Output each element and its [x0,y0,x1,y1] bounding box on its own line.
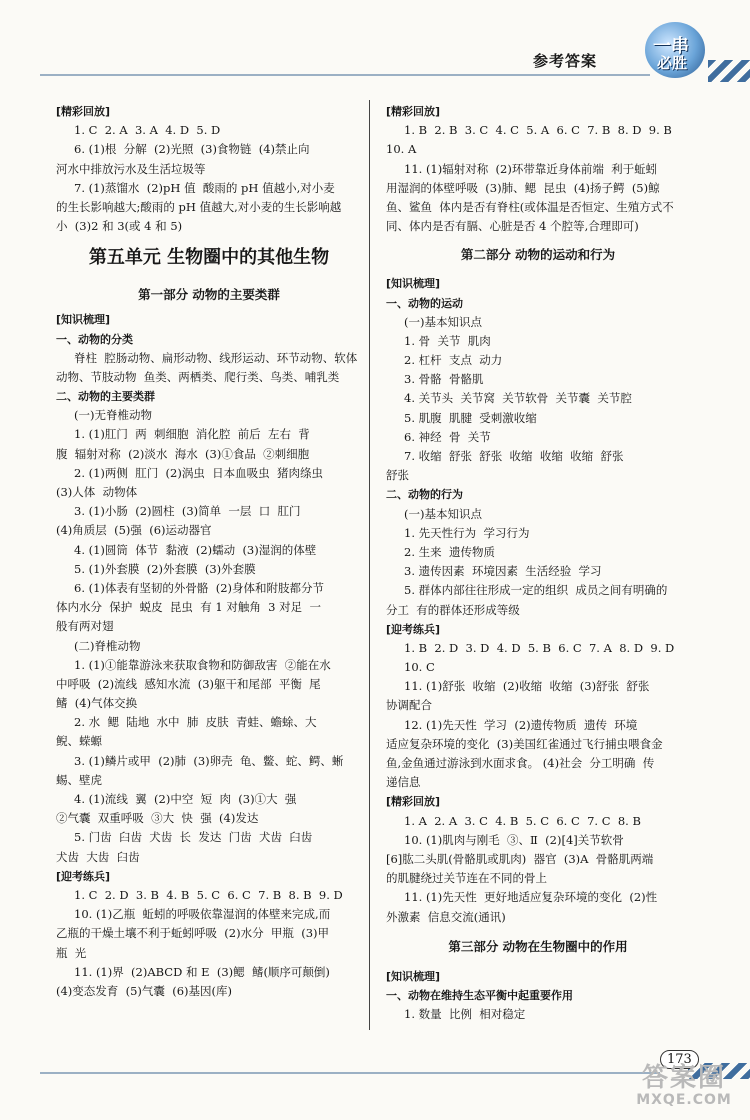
footer-rule [40,1072,660,1074]
answer-line: 递信息 [386,775,421,790]
section-label: [精彩回放] [56,105,111,118]
part-title: 第二部分 动物的运动和行为 [460,247,616,263]
answer-line: 4. 关节头 关节窝 关节软骨 关节囊 关节腔 [404,391,632,406]
watermark-url: MXQE.COM [636,1092,732,1108]
logo-text-line2: 必胜 [657,54,688,72]
header-stripe-decoration [708,60,750,82]
answer-line: 分工 有的群体还形成等级 [386,602,520,617]
answer-line: 犬齿 大齿 臼齿 [56,849,140,864]
answer-line: 2. 杠杆 支点 动力 [404,353,503,368]
left-column [56,102,362,1001]
answer-line: 2. (1)两侧 肛门 (2)涡虫 日本血吸虫 猪肉绦虫 [74,465,323,480]
answer-line: 适应复杂环境的变化 (3)美国红雀通过飞行捕虫喂食金 [386,736,663,751]
answer-line: 3. 遗传因素 环境因素 生活经验 学习 [404,564,602,579]
answer-line: 10. A [386,142,417,157]
answer-line: 5. 门齿 臼齿 犬齿 长 发达 门齿 犬齿 臼齿 [74,830,313,845]
answer-line: (3)人体 动物体 [56,485,138,499]
section-label: [精彩回放] [386,795,441,809]
answer-line: 1. 先天性行为 学习行为 [404,525,530,540]
answer-line: 协调配合 [386,698,432,713]
answer-line: 鲵、蝾螈 [56,734,102,749]
answer-line: 11. (1)先天性 更好地适应复杂环境的变化 (2)性 [404,890,658,905]
subsection-heading: (一)基本知识点 [404,506,482,521]
answer-line: 5. 肌腹 肌腱 受刺激收缩 [404,410,537,425]
site-watermark [620,1064,748,1118]
answer-line: ②气囊 双重呼吸 ③大 快 强 (4)发达 [56,811,259,826]
section-heading: 二、动物的主要类群 [56,390,155,404]
answer-line: 3. (1)鳞片或甲 (2)肺 (3)卵壳 龟、鳖、蛇、鳄、蜥 [74,753,344,768]
answer-line: 5. (1)外套膜 (2)外套膜 (3)外套膜 [74,561,256,576]
answer-line: 外激素 信息交流(通讯) [386,909,506,924]
answer-line: 7. 收缩 舒张 舒张 收缩 收缩 收缩 舒张 [404,449,624,463]
answer-line: 体内水分 保护 蜕皮 昆虫 有 1 对触角 3 对足 一 [56,600,321,615]
part-title: 第一部分 动物的主要类群 [138,287,280,303]
subsection-heading: (二)脊椎动物 [74,638,141,653]
answer-line: 10. (1)肌肉与刚毛 ③、Ⅱ (2)[4]关节软骨 [404,832,624,847]
section-label: [知识梳理] [386,969,441,983]
answer-line: 11. (1)辐射对称 (2)环带靠近身体前端 利于蚯蚓 [404,161,658,176]
section-label: [知识梳理] [386,277,441,291]
answer-line: 6. (1)体表有坚韧的外骨骼 (2)身体和附肢都分节 [74,580,325,595]
answer-line: 鱼,金鱼通过游泳到水面求食。 (4)社会 分工明确 传 [386,756,655,770]
answer-line: 般有两对翅 [56,619,114,634]
answer-line: 舒张 [386,468,409,483]
answer-line: 1. (1)①能靠游泳来获取食物和防御敌害 ②能在水 [74,657,331,672]
answer-line: 1. C 2. D 3. B 4. B 5. C 6. C 7. B 8. B 9. D [74,887,343,902]
section-heading: 一、动物的运动 [386,296,463,310]
column-divider [369,100,370,1030]
answer-line: 1. 骨 关节 肌肉 [404,333,491,348]
answer-line: 鱼、鲨鱼 体内是否有脊柱(或体温是否恒定、生殖方式不 [386,199,674,214]
answer-line: 的肌腱绕过关节连在不同的骨上 [386,871,547,886]
answer-line: [6]肱二头肌(骨骼肌或肌肉) 器官 (3)A 骨骼肌两端 [386,851,654,866]
answer-line: 10. C [404,660,435,675]
answer-line: 同、体内是否有膈、心脏是否 4 个腔等,合理即可) [386,219,639,234]
logo-text-line1: 一串 [653,36,689,57]
watermark-text: 答案圈 [641,1063,726,1093]
page-number: 173 [660,1050,699,1069]
answer-line: 1. C 2. A 3. A 4. D 5. D [74,123,221,138]
series-logo [645,22,705,78]
answer-line: 2. 水 鳃 陆地 水中 肺 皮肤 青蛙、蟾蜍、大 [74,715,317,730]
answer-line: 4. (1)圆筒 体节 黏液 (2)蠕动 (3)湿润的体壁 [74,542,317,557]
answer-line: 乙瓶的干燥土壤不利于蚯蚓呼吸 (2)水分 甲瓶 (3)甲 [56,926,330,941]
answer-line: (4)变态发育 (5)气囊 (6)基因(库) [56,983,232,998]
subsection-heading: (一)基本知识点 [404,314,482,329]
answer-line: 鳍 (4)气体交换 [56,696,138,711]
answer-line: 蜴、壁虎 [56,772,102,787]
part-title: 第三部分 动物在生物圈中的作用 [448,938,628,954]
answer-line: (4)角质层 (5)强 (6)运动器官 [56,523,212,538]
answer-line: 瓶 光 [56,945,87,960]
answer-line: 12. (1)先天性 学习 (2)遗传物质 遗传 环境 [404,717,638,732]
answer-line: 1. (1)肛门 两 刺细胞 消化腔 前后 左右 背 [74,427,310,442]
section-label: [迎考练兵] [386,622,441,636]
answer-line: 5. 群体内部往往形成一定的组织 成员之间有明确的 [404,583,668,598]
answer-line: 11. (1)界 (2)ABCD 和 E (3)鳃 鳍(顺序可颠倒) [74,964,330,979]
section-label: [迎考练兵] [56,869,111,883]
answer-line: 6. (1)根 分解 (2)光照 (3)食物链 (4)禁止向 [74,142,310,157]
answer-line: 河水中排放污水及生活垃圾等 [56,161,206,176]
answer-line: 脊柱 腔肠动物、扁形动物、线形运动、环节动物、软体 [74,350,358,365]
answer-line: 1. B 2. B 3. C 4. C 5. A 6. C 7. B 8. D 9. B [404,123,672,138]
right-column [386,102,690,1024]
section-heading: 二、动物的行为 [386,488,463,502]
answer-line: 3. (1)小肠 (2)圆柱 (3)简单 一层 口 肛门 [74,504,301,519]
answer-line: 2. 生来 遗传物质 [404,544,495,559]
answer-line: 用湿润的体壁呼吸 (3)肺、鳃 昆虫 (4)扬子鳄 (5)鲸 [386,180,660,195]
answer-line: 10. (1)乙瓶 蚯蚓的呼吸依靠湿润的体壁来完成,而 [74,907,331,922]
answer-line: 动物、节肢动物 鱼类、两栖类、爬行类、鸟类、哺乳类 [56,369,340,384]
unit-title: 第五单元 生物圈中的其他生物 [88,247,330,269]
section-label: [精彩回放] [386,105,441,118]
section-label: [知识梳理] [56,313,111,327]
answer-line: 1. A 2. A 3. C 4. B 5. C 6. C 7. C 8. B [404,813,641,828]
answer-line: 11. (1)舒张 收缩 (2)收缩 收缩 (3)舒张 舒张 [404,679,650,694]
subsection-heading: (一)无脊椎动物 [74,408,152,423]
answer-line: 1. B 2. D 3. D 4. D 5. B 6. C 7. A 8. D 9. D [404,640,675,655]
answer-line: 4. (1)流线 翼 (2)中空 短 肉 (3)①大 强 [74,792,297,806]
answer-line: 6. 神经 骨 关节 [404,429,491,444]
answer-line: 中呼吸 (2)流线 感知水流 (3)躯干和尾部 平衡 尾 [56,676,321,691]
answer-line: 腹 辐射对称 (2)淡水 海水 (3)①食品 ②刺细胞 [56,446,310,461]
section-heading: 一、动物在维持生态平衡中起重要作用 [386,988,573,1002]
answer-line: 小 (3)2 和 3(或 4 和 5) [56,219,183,234]
answer-line: 1. 数量 比例 相对稳定 [404,1007,526,1022]
section-heading: 一、动物的分类 [56,332,133,346]
page-header-title: 参考答案 [533,52,598,70]
answer-line: 7. (1)蒸馏水 (2)pH 值 酸雨的 pH 值越小,对小麦 [74,180,335,195]
answer-line: 3. 骨骼 骨骼肌 [404,372,484,387]
header-rule [40,74,650,76]
answer-line: 的生长影响越大;酸雨的 pH 值越大,对小麦的生长影响越 [56,199,342,214]
